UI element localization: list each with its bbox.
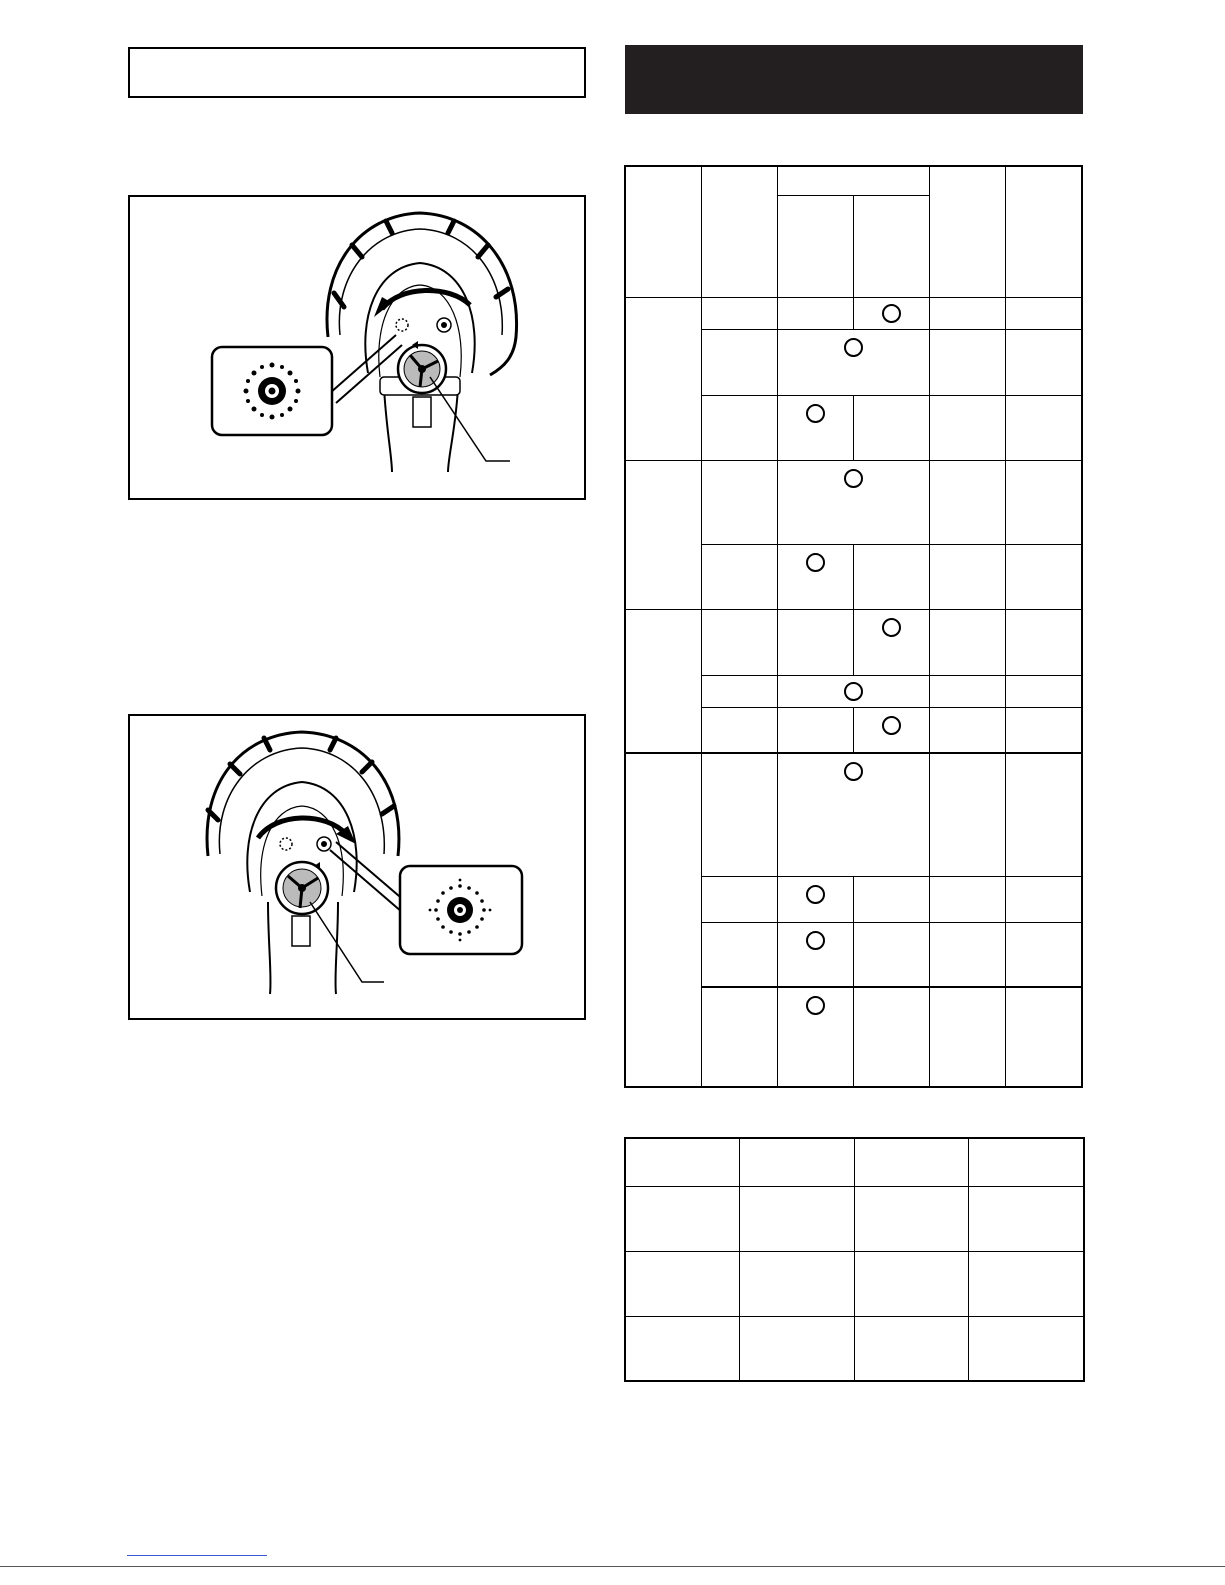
section-header-bar: [625, 45, 1083, 114]
table-cell: [701, 395, 777, 460]
table-cell: [853, 297, 929, 329]
circle-mark-icon: [806, 885, 825, 904]
table-row: [625, 609, 1082, 675]
table-row: [625, 1316, 1084, 1381]
table-cell: [1005, 675, 1082, 707]
table-cell: [853, 876, 929, 922]
table-cell: [1005, 166, 1082, 297]
circle-mark-icon: [844, 338, 863, 357]
table-cell: [968, 1138, 1084, 1186]
table-cell: [1005, 609, 1082, 675]
table-cell: [929, 987, 1005, 1087]
table-cell: [854, 1186, 968, 1251]
table-cell: [929, 460, 1005, 544]
circle-mark-icon: [806, 404, 825, 423]
table-cell: [777, 922, 853, 987]
table-row: [625, 753, 1082, 876]
table-cell: [929, 876, 1005, 922]
circle-mark-icon: [882, 618, 901, 637]
table-cell: [625, 1316, 739, 1381]
circle-mark-icon: [882, 716, 901, 735]
table-cell: [929, 609, 1005, 675]
table-cell: [701, 609, 777, 675]
circle-mark-icon: [844, 762, 863, 781]
table-cell: [777, 166, 929, 195]
table-cell: [625, 609, 701, 753]
table-cell: [777, 195, 853, 297]
table-cell: [968, 1251, 1084, 1316]
figure-1-mode-dial-left: [128, 195, 586, 500]
table-cell: [777, 544, 853, 609]
table-cell: [701, 329, 777, 395]
circle-mark-icon: [806, 931, 825, 950]
table-cell: [701, 544, 777, 609]
table-cell: [968, 1186, 1084, 1251]
table-cell: [701, 987, 777, 1087]
table-cell: [777, 707, 853, 753]
note-box: [128, 47, 586, 98]
table-cell: [739, 1316, 854, 1381]
table-cell: [929, 753, 1005, 876]
table-cell: [625, 1186, 739, 1251]
table-cell: [739, 1186, 854, 1251]
table-cell: [777, 987, 853, 1087]
circle-mark-icon: [844, 682, 863, 701]
table-cell: [1005, 753, 1082, 876]
table-cell: [701, 707, 777, 753]
table-cell: [701, 876, 777, 922]
table-cell: [1005, 922, 1082, 987]
table-cell: [625, 1138, 739, 1186]
table-cell: [1005, 460, 1082, 544]
table-cell: [854, 1138, 968, 1186]
table-cell: [701, 922, 777, 987]
circle-mark-icon: [882, 304, 901, 323]
table-cell: [1005, 876, 1082, 922]
table-cell: [625, 460, 701, 609]
table-cell: [625, 297, 701, 460]
table-cell: [968, 1316, 1084, 1381]
table-cell: [1005, 544, 1082, 609]
table-row: [625, 297, 1082, 329]
table-cell: [777, 297, 853, 329]
table-cell: [853, 987, 929, 1087]
mode-table-header-row: [625, 166, 1082, 195]
table-cell: [1005, 395, 1082, 460]
table-cell: [1005, 297, 1082, 329]
table-cell: [777, 395, 853, 460]
table-cell: [929, 707, 1005, 753]
table-cell: [1005, 707, 1082, 753]
table-cell: [853, 544, 929, 609]
table-cell: [777, 609, 853, 675]
table-cell: [929, 395, 1005, 460]
table-row: [625, 460, 1082, 544]
table-cell: [701, 297, 777, 329]
circle-mark-icon: [806, 553, 825, 572]
table-cell: [739, 1138, 854, 1186]
table-cell: [853, 195, 929, 297]
mode-table: [624, 165, 1083, 1088]
table-cell: [777, 675, 929, 707]
circle-mark-icon: [806, 996, 825, 1015]
table-cell: [625, 166, 701, 297]
table-cell: [625, 1251, 739, 1316]
table-cell: [701, 675, 777, 707]
figure-1-illustration: [130, 197, 584, 498]
table-cell: [854, 1316, 968, 1381]
table-cell: [739, 1251, 854, 1316]
figure-2-mode-dial-right: [128, 714, 586, 1020]
table-row: [625, 1186, 1084, 1251]
table-row: [625, 1251, 1084, 1316]
table-cell: [777, 876, 853, 922]
figure-2-illustration: [130, 716, 584, 1018]
table-cell: [929, 544, 1005, 609]
table-cell: [701, 166, 777, 297]
table-cell: [929, 166, 1005, 297]
table-cell: [1005, 329, 1082, 395]
summary-table: [624, 1137, 1085, 1382]
table-cell: [853, 707, 929, 753]
table-cell: [929, 922, 1005, 987]
table-cell: [701, 753, 777, 876]
footer-divider: [0, 1566, 1225, 1567]
summary-header-row: [625, 1138, 1084, 1186]
table-cell: [625, 753, 701, 1087]
table-cell: [777, 329, 929, 395]
table-cell: [1005, 987, 1082, 1087]
footer-link-underline[interactable]: [127, 1555, 267, 1556]
circle-mark-icon: [844, 469, 863, 488]
table-cell: [853, 609, 929, 675]
table-cell: [853, 922, 929, 987]
table-cell: [929, 329, 1005, 395]
table-cell: [777, 753, 929, 876]
table-cell: [854, 1251, 968, 1316]
table-cell: [701, 460, 777, 544]
table-cell: [929, 675, 1005, 707]
table-cell: [777, 460, 929, 544]
table-cell: [929, 297, 1005, 329]
table-cell: [853, 395, 929, 460]
